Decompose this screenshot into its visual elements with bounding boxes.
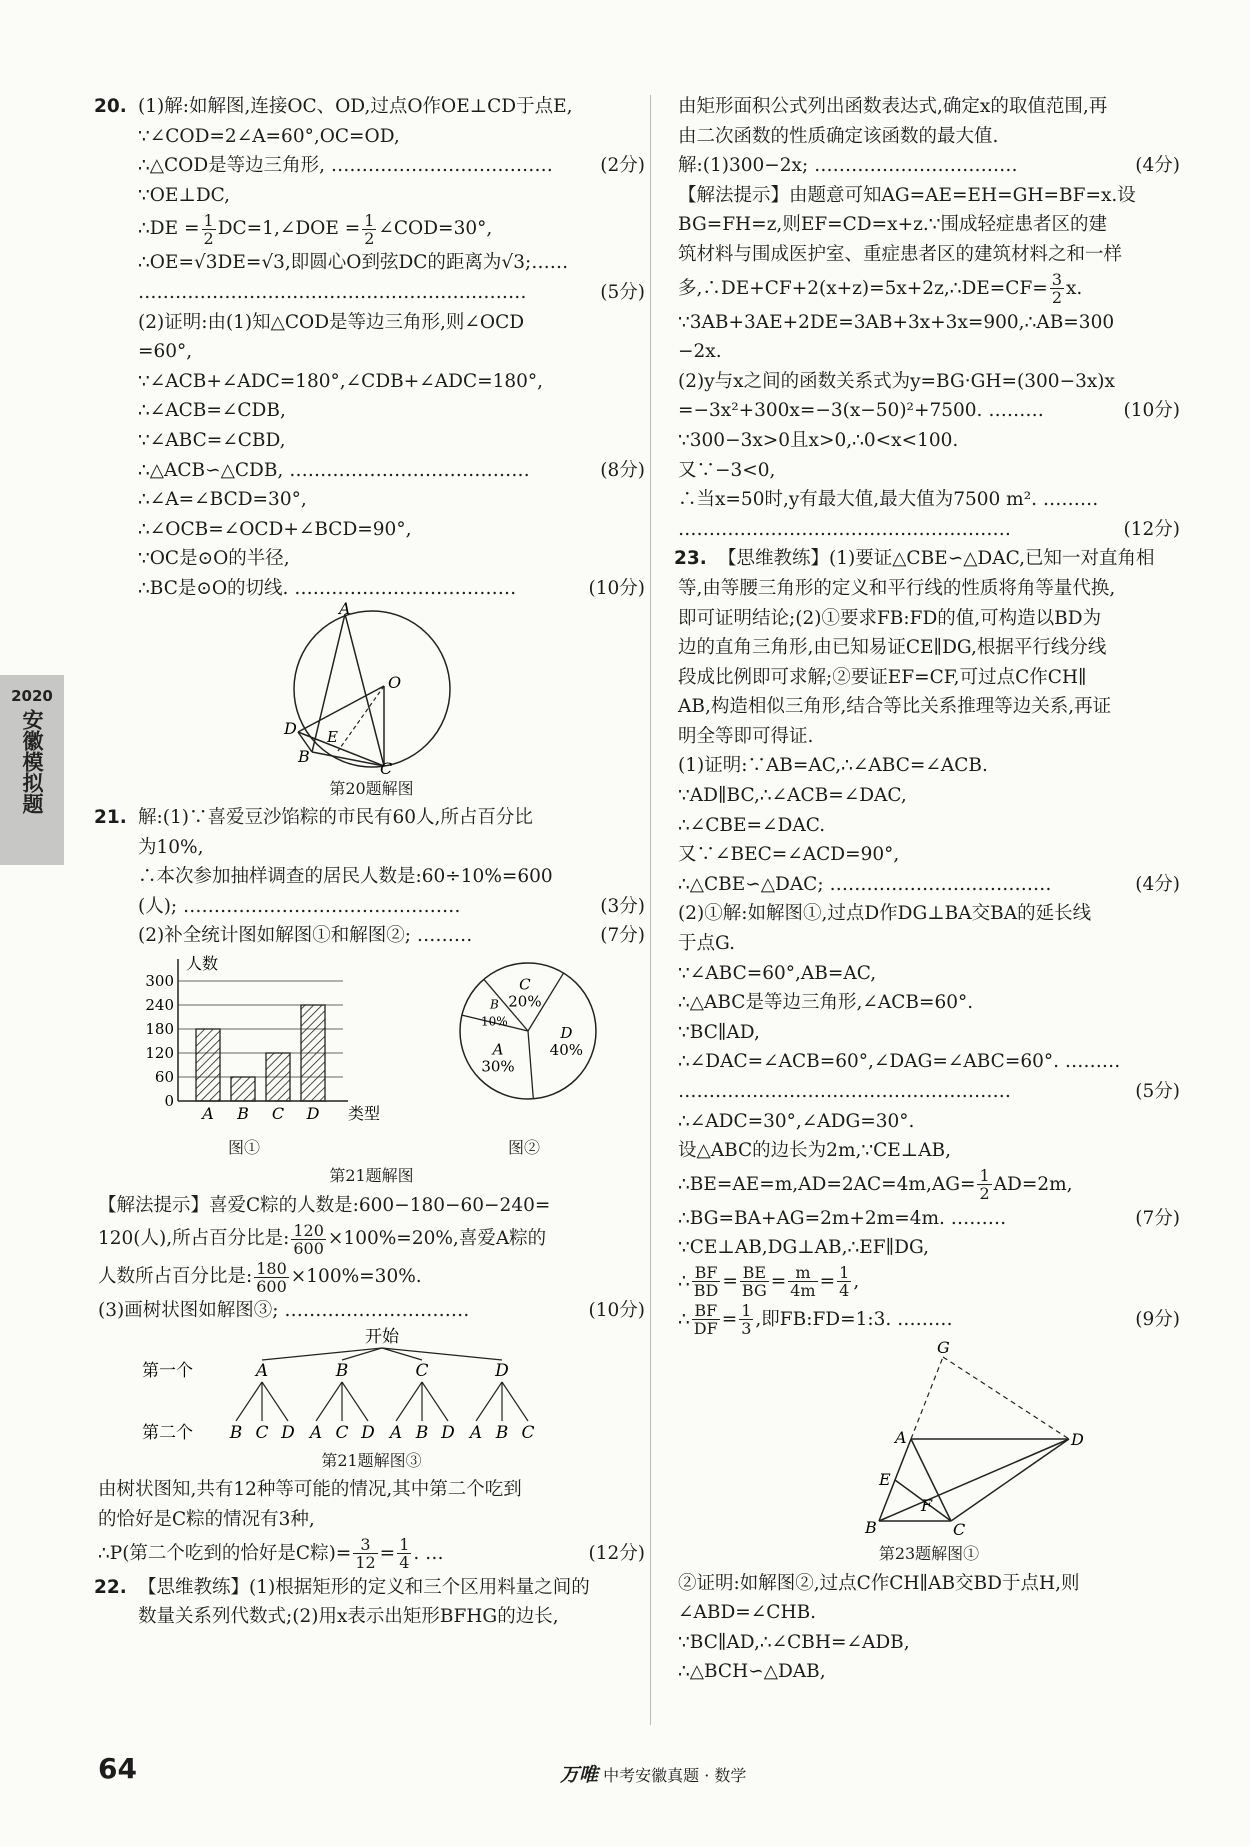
q23-line1: 23. 【思维教练】(1)要证△CBE∽△DAC,已知一对直角相 [674, 548, 1155, 570]
q23-line4: 边的直角三角形,由已知易证CE∥DG,根据平行线分线 [678, 637, 1107, 659]
q23-line3: 即可证明结论;(2)①要求FB:FD的值,可构造以BD为 [678, 607, 1102, 629]
right-column [674, 92, 1180, 1687]
q23-caption: 第23题解图① [878, 1543, 980, 1563]
fig1-caption: 图① [228, 1138, 261, 1158]
y-tick-label: 120 [145, 1044, 174, 1063]
q21-hint2: 120(人),所占百分比是: $\frac{120}{600}$ ×100%=20%,喜爱A粽的 [98, 1220, 547, 1258]
q23-line6: AB,构造相似三角形,结合等比关系推理等边关系,再证 [678, 696, 1112, 718]
q23-line22: ∴BE=AE=m,AD=2AC=4m,AG= $\frac{1}{2}$ AD=2m, [678, 1166, 1073, 1204]
side-title: 安徽模拟题 [20, 709, 44, 814]
tree-leaf: A [309, 1422, 322, 1443]
q22-r4: 【解法提示】由题意可知AG=AE=EH=GH=BF=x.设 [678, 184, 1136, 206]
q23-line15: ∵∠ABC=60°,AB=AC, [678, 962, 877, 984]
circle-o [294, 611, 450, 767]
q22-r9: −2x. [678, 341, 722, 363]
pt-a2: A [895, 1427, 907, 1447]
q23-line24: ∵CE⊥AB,DG⊥AB,∴EF∥DG, [678, 1237, 929, 1259]
tree-edge [316, 1382, 342, 1421]
q22-r2: 由二次函数的性质确定该函数的最大值. [678, 125, 999, 147]
q22-r3: 解:(1)300−2x; …………………………… (4分) [678, 155, 1180, 177]
q20-caption: 第20题解图 [329, 778, 414, 798]
pt-e: E [326, 727, 338, 746]
q21-caption3: 第21题解图③ [321, 1450, 422, 1470]
q23-line14: 于点G. [678, 933, 735, 955]
q21-caption: 第21题解图 [329, 1166, 414, 1186]
y-axis-label: 人数 [186, 954, 219, 974]
tree-diagram [142, 1326, 602, 1446]
tree-node: D [494, 1360, 509, 1381]
q20-line2: ∵∠COD=2∠A=60°,OC=OD, [138, 125, 400, 147]
q23-line5: 段成比例即可求解;②要证EF=CF,可过点C作CH∥ [678, 666, 1087, 688]
pt-g: G [937, 1337, 950, 1357]
q23-line30: ∴△BCH∽△DAB, [678, 1661, 826, 1683]
q23-line20: ∴∠ADC=30°,∠ADG=30°. [678, 1110, 915, 1132]
q22-line2: 数量关系列代数式;(2)用x表示出矩形BFHG的边长, [138, 1606, 559, 1628]
q21-line2: 为10%, [138, 836, 204, 858]
q23-line7: 明全等即可得证. [678, 725, 814, 747]
q21-figures [98, 951, 645, 1161]
q23-figure [779, 1337, 1084, 1539]
fig2-caption: 图② [508, 1138, 541, 1158]
q23-line25: ∴ $\frac{BF}{BD}$ = $\frac{BE}{BG}$ = $\frac{m}{4m}$ = $\frac{1}{4}$ , [678, 1263, 860, 1301]
q21-line4: (人); ……………………………………… (3分) [138, 895, 645, 917]
q20-line15: ∴∠OCB=∠OCD+∠BCD=90°, [138, 518, 412, 540]
tree-leaf: A [389, 1422, 402, 1443]
tree-node: C [414, 1360, 429, 1381]
page-number: 64 [98, 1752, 137, 1785]
q20-line8: (2)证明:由(1)知△COD是等边三角形,则∠OCD [138, 311, 525, 333]
tree-node: A [255, 1360, 268, 1381]
side-year: 2020 [11, 687, 53, 705]
q22-r6: 筑材料与围成医护室、重症患者区的建筑材料之和一样 [678, 243, 1123, 265]
q23-line19: ……………………………………………… (5分) [678, 1081, 1180, 1102]
bar-C [266, 1053, 290, 1101]
q23-line10: ∴∠CBE=∠DAC. [678, 814, 826, 836]
pie-label: A [492, 1040, 504, 1059]
y-tick-label: 0 [164, 1092, 174, 1111]
x-tick-label: B [237, 1104, 249, 1124]
q23-line26: ∴ $\frac{BF}{DF}$ = $\frac{1}{3}$ ,即FB:FD=1:3. ……… (9分) [678, 1301, 1180, 1339]
q23-line2: 等,由等腰三角形的定义和平行线的性质将角等量代换, [678, 577, 1116, 599]
q23-line16: ∴△ABC是等边三角形,∠ACB=60°. [678, 992, 974, 1014]
q23-line17: ∵BC∥AD, [678, 1021, 760, 1043]
q21-line9: ∴P(第二个吃到的恰好是C粽)= $\frac{3}{12}$ = $\frac{1}{4}$ . … (12分) [98, 1535, 645, 1573]
y-tick-label: 300 [145, 972, 174, 991]
tree-leaf: B [229, 1422, 242, 1443]
q23-line29: ∵BC∥AD,∴∠CBH=∠ADB, [678, 1631, 910, 1653]
pie-label: C [519, 975, 531, 994]
q22-r8: ∵3AB+3AE+2DE=3AB+3x+3x=900,∴AB=300 [678, 311, 1115, 333]
q20-line12: ∵∠ABC=∠CBD, [138, 429, 286, 451]
q23-line11: 又∵∠BEC=∠ACD=90°, [678, 844, 900, 866]
q23-line9: ∵AD∥BC,∴∠ACB=∠DAC, [678, 785, 907, 807]
q21-hint3: 人数所占百分比是: $\frac{180}{600}$ ×100%=30%. [98, 1258, 422, 1296]
pie-percent: 40% [549, 1041, 584, 1060]
pie-label: B [489, 997, 499, 1012]
tree-edge [262, 1382, 288, 1421]
q20-line6: ∴OE=√3DE=√3,即圆心O到弦DC的距离为√3;…… [138, 252, 569, 274]
pt-o: O [387, 672, 401, 692]
q20-line13: ∴△ACB∽△CDB, ………………………………… (8分) [138, 459, 645, 481]
tree-leaf: C [334, 1422, 349, 1443]
pie-label: D [560, 1024, 573, 1043]
q23-line28: ∠ABD=∠CHB. [678, 1602, 817, 1624]
q23-line21: 设△ABC的边长为2m,∵CE⊥AB, [678, 1140, 952, 1162]
side-tab [0, 675, 64, 865]
tree-leaf: B [495, 1422, 508, 1443]
bar-chart [138, 951, 398, 1131]
q23-line8: (1)证明:∵AB=AC,∴∠ABC=∠ACB. [678, 755, 988, 777]
q23-line27: ②证明:如解图②,过点C作CH∥AB交BD于点H,则 [678, 1572, 1080, 1594]
y-tick-label: 180 [145, 1020, 174, 1039]
bar-D [301, 1005, 325, 1101]
q21-line5: (2)补全统计图如解图①和解图②; ……… (7分) [138, 925, 645, 947]
tree-edge [422, 1382, 448, 1421]
tree-level2-label: 第二个 [141, 1422, 193, 1443]
x-tick-label: A [202, 1104, 214, 1124]
y-tick-label: 240 [145, 996, 174, 1015]
tree-leaf: D [280, 1422, 295, 1443]
q22-r14: ∴当x=50时,y有最大值,最大值为7500 m². ……… [678, 489, 1099, 511]
pt-c2: C [953, 1519, 966, 1539]
pt-f: F [921, 1495, 933, 1515]
pt-d2: D [1071, 1429, 1084, 1449]
q21-line8: 的恰好是C粽的情况有3种, [98, 1509, 315, 1531]
tree-edge [502, 1382, 528, 1421]
pie-percent: 10% [481, 1014, 508, 1029]
pt-c: C [379, 758, 392, 778]
tree-edge [396, 1382, 422, 1421]
tree-leaf: C [254, 1422, 269, 1443]
tree-start: 开始 [364, 1326, 399, 1347]
pt-a: A [338, 598, 351, 618]
tree-leaf: D [440, 1422, 455, 1443]
tree-edge [476, 1382, 502, 1421]
pie-percent: 20% [508, 992, 542, 1011]
q20-line3: ∴△COD是等边三角形, ……………………………… (2分) [138, 155, 645, 177]
q21-hint1: 【解法提示】喜爱C粽的人数是:600−180−60−240= [98, 1194, 551, 1216]
tree-node: B [335, 1360, 348, 1381]
q22-r13: 又∵−3<0, [678, 459, 776, 481]
bar-B [231, 1077, 255, 1101]
pie-chart [453, 956, 603, 1106]
tree-edge [342, 1382, 368, 1421]
q23-line18: ∴∠DAC=∠ACB=60°,∠DAG=∠ABC=60°. ……… [678, 1051, 1121, 1073]
q20-line5: ∴DE = $\frac{1}{2}$ DC=1,∠DOE = $\frac{1}{2}$ ∠COD=30°, [138, 210, 493, 248]
tree-edge [236, 1382, 262, 1421]
q22-line1: 22. 【思维教练】(1)根据矩形的定义和三个区用料量之间的 [94, 1576, 590, 1598]
q20-line10: ∵∠ACB+∠ADC=180°,∠CDB+∠ADC=180°, [138, 370, 544, 392]
left-column [94, 92, 645, 1632]
tree-leaf: B [415, 1422, 428, 1443]
q22-r11: =−3x²+300x=−3(x−50)²+7500. ……… (10分) [678, 400, 1180, 422]
pie-slice-A [528, 1031, 533, 1099]
q20-line1: 20. (1)解:如解图,连接OC、OD,过点O作OE⊥CD于点E, [94, 96, 573, 117]
pt-b2: B [865, 1517, 877, 1537]
q22-r7: 多,∴DE+CF+2(x+z)=5x+2z,∴DE=CF= $\frac{3}{2}$ x. [678, 270, 1083, 308]
q23-line23: ∴BG=BA+AG=2m+2m=4m. ……… (7分) [678, 1207, 1180, 1229]
column-divider [650, 95, 651, 1725]
x-tick-label: D [306, 1104, 320, 1124]
bar-A [196, 1029, 220, 1101]
q20-line17: ∴BC是⊙O的切线. ……………………………… (10分) [138, 577, 645, 599]
q20-figure [272, 598, 472, 778]
q22-r5: BG=FH=z,则EF=CD=x+z.∵围成轻症患者区的建 [678, 214, 1107, 236]
footer: 万唯 中考安徽真题 · 数学 [560, 1764, 747, 1786]
x-tick-label: C [271, 1104, 285, 1124]
tree-leaf: D [360, 1422, 375, 1443]
pt-d: D [283, 718, 297, 738]
tree-level1-label: 第一个 [141, 1360, 193, 1381]
q22-r12: ∵300−3x>0且x>0,∴0<x<100. [678, 429, 959, 451]
q21-line3: ∴本次参加抽样调查的居民人数是:60÷10%=600 [138, 866, 553, 888]
q20-line16: ∵OC是⊙O的半径, [138, 548, 290, 570]
q23-line13: (2)①解:如解图①,过点D作DG⊥BA交BA的延长线 [678, 903, 1092, 925]
tree-leaf: A [469, 1422, 482, 1443]
pie-percent: 30% [481, 1057, 515, 1076]
pt-e2: E [879, 1469, 891, 1489]
q22-r1: 由矩形面积公式列出函数表达式,确定x的取值范围,再 [678, 96, 1108, 117]
pt-b: B [297, 746, 310, 766]
q20-line11: ∴∠ACB=∠CDB, [138, 400, 286, 422]
q20-line7: ……………………………………………………… (5分) [138, 281, 645, 303]
x-axis-label: 类型 [348, 1104, 381, 1124]
q21-line1: 21. 解:(1)∵喜爱豆沙馅粽的市民有60人,所占百分比 [94, 807, 533, 829]
y-tick-label: 60 [154, 1068, 174, 1087]
q21-line7: 由树状图知,共有12种等可能的情况,其中第二个吃到 [98, 1479, 522, 1501]
tree-leaf: C [520, 1422, 535, 1443]
q23-line12: ∴△CBE∽△DAC; ……………………………… (4分) [678, 873, 1180, 895]
q22-r15: ……………………………………………… (12分) [678, 518, 1180, 540]
q20-line14: ∴∠A=∠BCD=30°, [138, 489, 307, 511]
q21-line6: (3)画树状图如解图③; ………………………… (10分) [98, 1300, 645, 1322]
q20-line4: ∵OE⊥DC, [138, 184, 231, 206]
q20-line9: =60°, [138, 341, 193, 363]
q22-r10: (2)y与x之间的函数关系式为y=BG·GH=(300−3x)x [678, 370, 1115, 392]
